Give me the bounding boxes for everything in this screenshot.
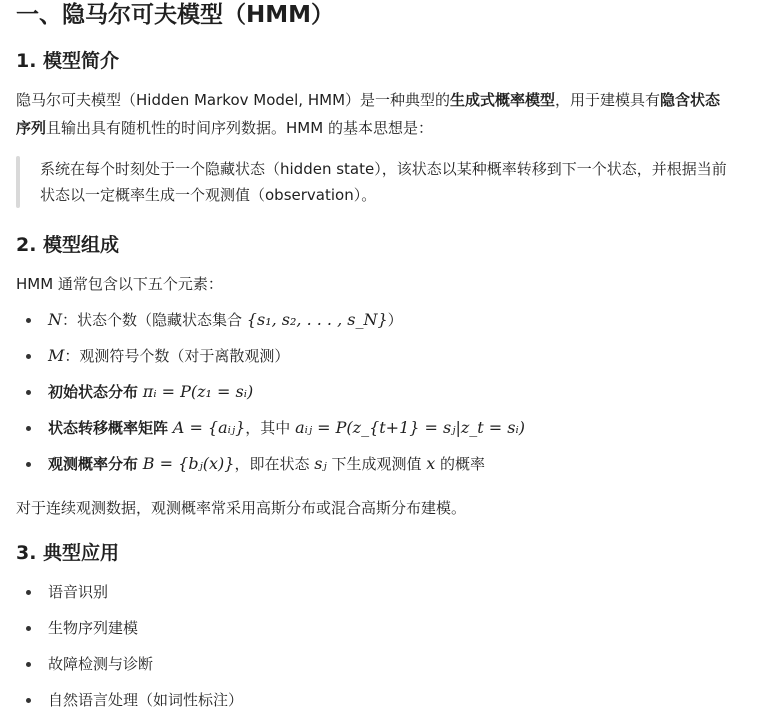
bullet [26, 462, 31, 467]
math-symbol: M [48, 346, 65, 365]
quote-line-1: 系统在每个时刻处于一个隐藏状态（hidden state），该状态以某种概率转移到下一个状态，并根据当前 [40, 160, 727, 178]
bullet [26, 698, 31, 703]
math-symbol: N [48, 310, 62, 329]
blockquote-text [40, 156, 779, 208]
item-text-after: 的概率 [435, 455, 486, 473]
math-var-s: sⱼ [314, 454, 327, 473]
intro-bold-generative: 生成式概率模型 [450, 91, 556, 109]
intro-text-b: ，用于建模具有 [555, 91, 661, 109]
components-list [16, 302, 776, 482]
math-formula: A = {aᵢⱼ} [172, 418, 246, 437]
bullet [26, 662, 31, 667]
list-item [16, 682, 776, 718]
separator: ： [62, 311, 78, 329]
item-text: 观测符号个数（对于离散观测） [79, 347, 290, 365]
item-text-mid: ，即在状态 [234, 455, 315, 473]
intro-text-c: 且输出具有随机性的时间序列数据。HMM 的基本思想是： [46, 119, 433, 137]
list-item [16, 610, 776, 646]
bullet [26, 590, 31, 595]
bullet [26, 390, 31, 395]
bullet [26, 318, 31, 323]
list-item [16, 338, 776, 374]
components-lead: HMM 通常包含以下五个元素： [16, 275, 223, 293]
math-var-x: x [426, 454, 436, 473]
section-heading-applications: 3. 典型应用 [16, 542, 120, 564]
intro-text-a: 隐马尔可夫模型（Hidden Markov Model, HMM）是一种典型的 [16, 91, 451, 109]
section-heading-intro: 1. 模型简介 [16, 50, 120, 72]
list-item [16, 302, 776, 338]
item-text: 语音识别 [48, 583, 109, 601]
item-bold-label: 状态转移概率矩阵 [48, 419, 169, 437]
item-bold-label: 观测概率分布 [48, 455, 139, 473]
intro-paragraph [16, 86, 776, 142]
math-formula: {s₁, s₂, . . . , s_N} [246, 310, 388, 329]
bullet [26, 354, 31, 359]
list-item [16, 410, 776, 446]
intro-bold-sequence: 序列 [16, 119, 47, 137]
list-item [16, 646, 776, 682]
item-text-mid: ，其中 [245, 419, 296, 437]
bullet [26, 626, 31, 631]
item-text-after: ） [387, 311, 403, 329]
math-formula: πᵢ = P(z₁ = sᵢ) [142, 382, 254, 401]
item-text: 生物序列建模 [48, 619, 139, 637]
section-heading-components: 2. 模型组成 [16, 234, 120, 256]
separator: ： [64, 347, 80, 365]
quote-line-2: 状态以一定概率生成一个观测值（observation）。 [40, 186, 377, 204]
list-item [16, 374, 776, 410]
item-bold-label: 初始状态分布 [48, 383, 139, 401]
bullet [26, 426, 31, 431]
item-text-mid-2: 下生成观测值 [326, 455, 427, 473]
page-title: 一、隐马尔可夫模型（HMM） [16, 2, 335, 28]
item-text: 状态个数（隐藏状态集合 [77, 311, 247, 329]
blockquote [16, 156, 776, 208]
math-formula: B = {bⱼ(x)} [142, 454, 235, 473]
applications-list [16, 574, 776, 718]
components-note: 对于连续观测数据，观测概率常采用高斯分布或混合高斯分布建模。 [16, 499, 467, 517]
item-text: 自然语言处理（如词性标注） [48, 691, 244, 709]
item-text: 故障检测与诊断 [48, 655, 154, 673]
list-item [16, 574, 776, 610]
math-formula-2: aᵢⱼ = P(z_{t+1} = sⱼ|z_t = sᵢ) [295, 418, 525, 437]
list-item [16, 446, 776, 482]
intro-bold-hidden: 隐含状态 [660, 91, 721, 109]
blockquote-bar [16, 156, 20, 208]
